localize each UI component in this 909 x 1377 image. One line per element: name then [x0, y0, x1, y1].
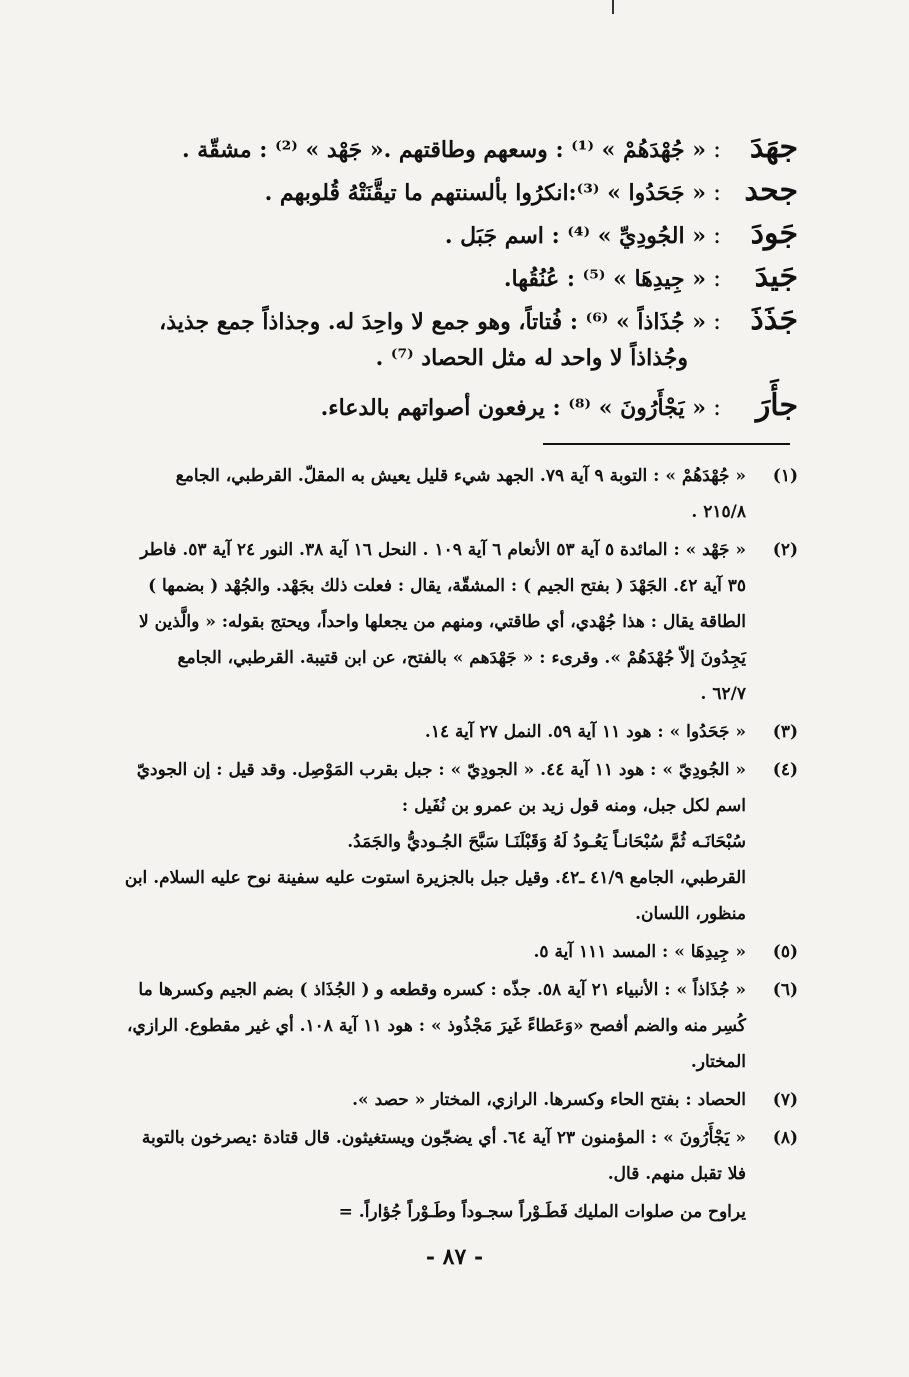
- footnote-line: فلا تقبل منهم. قال.: [607, 1164, 746, 1184]
- entry-root: جحد: [744, 173, 798, 208]
- entry-jawada: جَودَ : « الجُودِيِّ » ⁽⁴⁾ : اسم جَبَل .: [444, 216, 798, 251]
- footnote-1: [108, 458, 798, 530]
- entry-definition: « جِيدِهَا » ⁽⁵⁾ : عُنُقُها.: [503, 266, 706, 292]
- footnote-line: « جُذَاذاً » : الأنبياء ٢١ آية ٥٨. جذّه : كسره وقطعه و ( الجُذَاذ ) بضم الجيم وكسرها ما: [138, 980, 746, 1000]
- footnote-line: « جُهْدَهُمْ » : التوبة ٩ آية ٧٩. الجهد شيء قليل يعيش به المقلّ. القرطبي، الجامع: [175, 466, 746, 486]
- footnote-line: الطاقة يقال : هذا جُهْدي، أي طاقتي، ومنهم من يجعلها واحداً، ويحتج بقوله: « والَّذين لا: [138, 612, 746, 632]
- footnote-line: « جَهْد » : المائدة ٥ آية ٥٣ الأنعام ٦ آية ١٠٩ . النحل ١٦ آية ٣٨. النور ٢٤ آية ٥٣. فاطر: [140, 540, 746, 560]
- footnote-line: « جَحَدُوا » : هود ١١ آية ٥٩. النمل ٢٧ آية ١٤.: [424, 722, 746, 742]
- entry-root: جهَدَ: [749, 130, 798, 165]
- entry-continuation: وجُذاذاً لا واحد له مثل الحصاد ⁽⁷⁾ .: [375, 345, 688, 371]
- entry-jahada: جهَدَ : « جُهْدَهُمْ » ⁽¹⁾ : وسعهم وطاقتهم .« جَهْد » ⁽²⁾ : مشقّة .: [181, 130, 798, 165]
- footnotes: [108, 458, 798, 1230]
- footnote-6: [108, 972, 798, 1080]
- entry-definition: « جُهْدَهُمْ » ⁽¹⁾ : وسعهم وطاقتهم .« جَهْد » ⁽²⁾ : مشقّة .: [181, 137, 706, 163]
- entry-root: جأَرَ: [755, 388, 798, 423]
- footnote-5: [108, 934, 798, 970]
- footnote-line: المختار.: [690, 1052, 746, 1072]
- entry-jaara: جأَرَ : « يَجْأَرُونَ » ⁽⁸⁾ : يرفعون أصواتهم بالدعاء.: [320, 388, 798, 423]
- footnote-number: (٣): [772, 722, 798, 742]
- footnote-line: منظور، اللسان.: [635, 904, 746, 924]
- footnote-line: كُسِر منه والضم أفصح «وَعَطاءً غَيرَ مَجْذُوذ » : هود ١١ آية ١٠٨. أي غير مقطوع. الرازي،: [126, 1016, 746, 1036]
- entry-definition: « جَحَدُوا » ⁽³⁾:انكرُوا بألسنتهم ما تيقَّنَتْهُ قُلوبهم .: [264, 180, 706, 206]
- footnote-4: [108, 752, 798, 932]
- footnote-2: [108, 532, 798, 712]
- footnote-line: القرطبي، الجامع ٤١/٩ ـ٤٢. وقيل جبل بالجزيرة استوت عليه سفينة نوح عليه السلام. ابن: [124, 868, 746, 888]
- entry-jahd: جحد : « جَحَدُوا » ⁽³⁾:انكرُوا بألسنتهم ما تيقَّنَتْهُ قُلوبهم .: [264, 173, 798, 208]
- top-mark: [612, 0, 614, 14]
- entry-jadhadha: جَذَذَ : « جُذَاذاً » ⁽⁶⁾ : فُتاتاً، وهو جمع لا واحِدَ له. وجذاذاً جمع جذيذ،: [159, 302, 798, 337]
- footnote-number: (٨): [772, 1128, 798, 1148]
- footnote-3: [108, 714, 798, 750]
- footnote-line: « جِيدِهَا » : المسد ١١١ آية ٥.: [533, 942, 746, 962]
- footnote-line: « الجُودِيّ » : هود ١١ آية ٤٤. « الجودِيّ » : جبل بقرب المَوْصِل. وقد قيل : إن الجوديّ: [136, 760, 746, 780]
- footnote-line: ٣٥ آية ٤٢. الجَهْدَ ( بفتح الجيم ) : المشقّة، يقال : فعلت ذلك بجَهْد. والجُهْد ( بضمها ): [148, 576, 746, 596]
- footnote-line: ٦٢/٧ .: [700, 684, 746, 704]
- footnote-line: « يَجْأَرُونَ » : المؤمنون ٢٣ آية ٦٤. أي يضجّون ويستغيثون. قال قتادة :يصرخون بالتوبة: [141, 1128, 746, 1148]
- footnote-number: (٤): [772, 760, 798, 780]
- footnote-line: الحصاد : بفتح الحاء وكسرها. الرازي، المختار « حصد ».: [352, 1090, 746, 1110]
- entry-jayada: جَيدَ : « جِيدِهَا » ⁽⁵⁾ : عُنُقُها.: [503, 259, 798, 294]
- footnote-8: [108, 1120, 798, 1192]
- footnote-number: (٦): [772, 980, 798, 1000]
- footnote-line: يَجِدُونَ إلاّ جُهْدَهُمْ ». وقرىء : « جَهْدَهم » بالفتح، عن ابن قتيبة. القرطبي، الجامع: [177, 648, 746, 668]
- entry-definition: « يَجْأَرُونَ » ⁽⁸⁾ : يرفعون أصواتهم بالدعاء.: [320, 395, 706, 421]
- footnote-number: (١): [772, 466, 798, 486]
- entry-root: جَذَذَ: [750, 302, 798, 337]
- entry-root: جَودَ: [750, 216, 798, 251]
- footnote-divider: [543, 443, 790, 445]
- footnote-7: [108, 1082, 798, 1118]
- footnote-number: (٢): [772, 540, 798, 560]
- glossary-entries: [108, 130, 798, 431]
- poetry-verse: سُبْحَانَـه ثُمَّ سُبْحَانـاً يَعُـودُ لَهُ وَقَبْلَنَـا سَبَّحَ الجُـوديُّ والجَمَدُ.: [347, 832, 746, 852]
- entry-definition: « الجُودِيِّ » ⁽⁴⁾ : اسم جَبَل .: [444, 223, 706, 249]
- poetry-verse-continued: يراوح من صلوات المليك فَطَـوْراً سجـوداً وطَـوْراً جُؤاراً. =: [338, 1202, 746, 1222]
- entry-definition: « جُذَاذاً » ⁽⁶⁾ : فُتاتاً، وهو جمع لا واحِدَ له. وجذاذاً جمع جذيذ،: [159, 309, 706, 335]
- footnote-line: اسم لكل جبل، ومنه قول زيد بن عمرو بن نُفَيل :: [401, 796, 746, 816]
- entry-root: جَيدَ: [754, 259, 798, 294]
- page-number: - ٨٧ -: [425, 1244, 484, 1270]
- footnote-number: (٥): [772, 942, 798, 962]
- footnote-line: ٢١٥/٨ .: [691, 502, 746, 522]
- footnote-number: (٧): [772, 1090, 798, 1110]
